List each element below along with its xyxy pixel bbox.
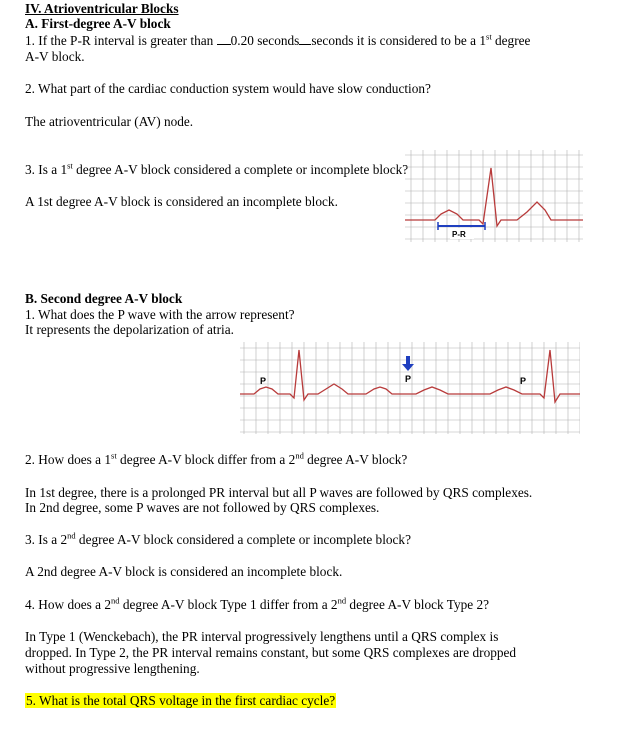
answer-b3: A 2nd degree A-V block is considered an incomplete block. (25, 564, 343, 579)
answer-a3: A 1st degree A-V block is considered an incomplete block. (25, 194, 338, 209)
p-label-1: P (260, 376, 267, 386)
p-label-2: P (405, 374, 412, 384)
question-a3: 3. Is a 1st degree A-V block considered a complete or incomplete block? (25, 160, 409, 177)
pr-label: P-R (452, 230, 466, 239)
ecg-strip-first-degree (405, 150, 583, 242)
ecg-trace (405, 168, 583, 226)
question-b4: 4. How does a 2nd degree A-V block Type 1 differ from a 2nd degree A-V block Type 2? (25, 595, 490, 612)
question-a1: 1. If the P-R interval is greater than 0.20 seconds seconds it is considered to be a 1st degree (25, 31, 531, 48)
answer-b2-line2: In 2nd degree, some P waves are not followed by QRS complexes. (25, 500, 380, 515)
ecg-grid (240, 342, 580, 434)
answer-b1: It represents the depolarization of atria. (25, 322, 234, 337)
question-a1-line2: A-V block. (25, 49, 85, 64)
answer-b4-line2: dropped. In Type 2, the PR interval remains constant, but some QRS complexes are dropped (25, 645, 517, 660)
section-title: IV. Atrioventricular Blocks (25, 1, 179, 16)
answer-b4-line1: In Type 1 (Wenckebach), the PR interval progressively lengthens until a QRS complex is (25, 629, 499, 644)
question-b5 (25, 693, 336, 708)
highlighted-question: 5. What is the total QRS voltage in the first cardiac cycle? (26, 693, 336, 708)
question-b3: 3. Is a 2nd degree A-V block considered a complete or incomplete block? (25, 530, 411, 547)
question-b1: 1. What does the P wave with the arrow represent? (25, 307, 295, 322)
answer-a2: The atrioventricular (AV) node. (25, 114, 194, 129)
answer-b4-line3: without progressive lengthening. (25, 661, 200, 676)
part-b-title: B. Second degree A-V block (25, 291, 183, 306)
question-a2: 2. What part of the cardiac conduction system would have slow conduction? (25, 81, 431, 96)
part-a-title: A. First-degree A-V block (25, 16, 171, 31)
answer-a1: 0.20 seconds (230, 33, 300, 48)
p-label-3: P (520, 376, 527, 386)
answer-b2-line1: In 1st degree, there is a prolonged PR interval but all P waves are followed by QRS complexes. (25, 485, 533, 500)
question-b2: 2. How does a 1st degree A-V block differ from a 2nd degree A-V block? (25, 450, 408, 467)
ecg-strip-second-degree (240, 342, 580, 434)
